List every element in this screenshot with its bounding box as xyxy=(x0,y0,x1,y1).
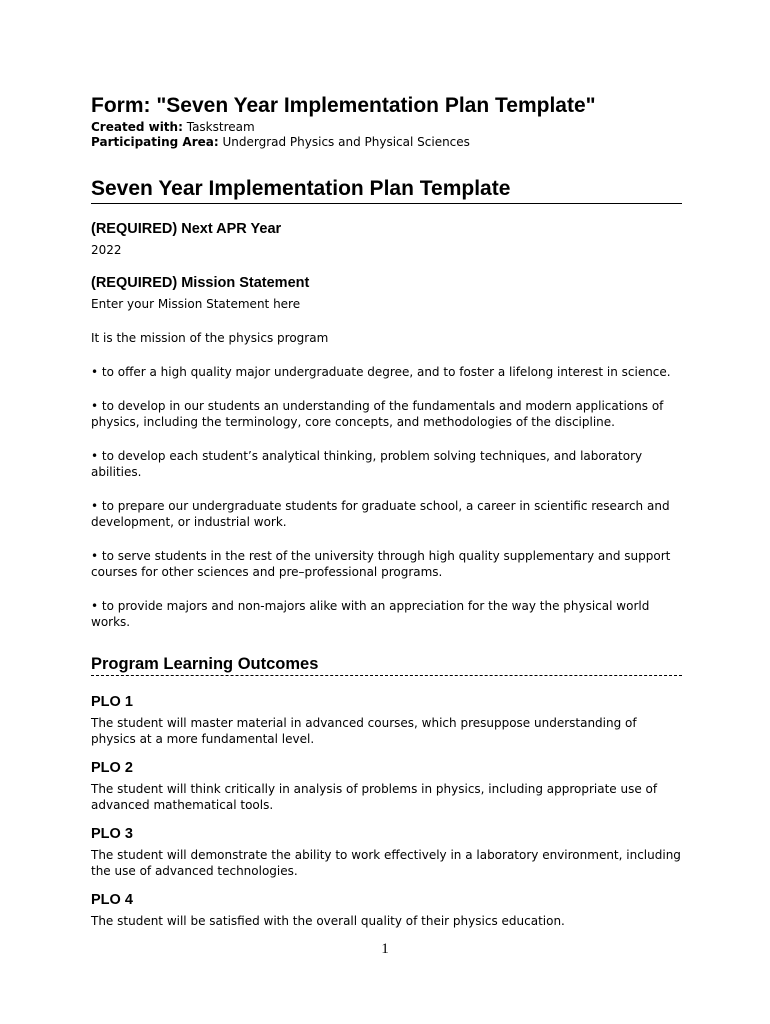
participating-area-value: Undergrad Physics and Physical Sciences xyxy=(222,135,470,149)
plo-description: The student will demonstrate the ability to work effectively in a laboratory environment, including the use of advanced technologies. xyxy=(91,848,681,878)
created-with-value: Taskstream xyxy=(186,120,255,134)
section-title: Seven Year Implementation Plan Template xyxy=(91,175,682,204)
plo-description: The student will think critically in analysis of problems in physics, including appropriate use of advanced mathematical tools. xyxy=(91,782,658,812)
page-number: 1 xyxy=(381,941,389,957)
form-title: Form: "Seven Year Implementation Plan Template" xyxy=(91,94,596,117)
created-with-line xyxy=(91,120,682,135)
mission-bullet: • to develop in our students an understanding of the fundamentals and modern applications of physics, including the terminology, core concepts, and methodologies of the discipline. xyxy=(91,399,664,429)
created-with-label: Created with: xyxy=(91,120,183,134)
mission-bullet: • to offer a high quality major undergraduate degree, and to foster a lifelong interest in science. xyxy=(91,365,671,379)
document-page xyxy=(91,92,682,929)
mission-bullet: • to serve students in the rest of the university through high quality supplementary and support courses for other sciences and pre–professional programs. xyxy=(91,549,671,579)
plo-title: PLO 3 xyxy=(91,826,133,842)
participating-area-label: Participating Area: xyxy=(91,135,219,149)
next-apr-label: (REQUIRED) Next APR Year xyxy=(91,221,282,237)
plo-description: The student will master material in advanced courses, which presuppose understanding of physics at a more fundamental level. xyxy=(91,716,637,746)
participating-area-line xyxy=(91,135,682,150)
plo-title: PLO 4 xyxy=(91,892,133,908)
plo-section-title: Program Learning Outcomes xyxy=(91,654,682,676)
plo-title: PLO 1 xyxy=(91,694,133,710)
mission-bullet: • to develop each student’s analytical thinking, problem solving techniques, and laboratory abilities. xyxy=(91,449,643,479)
plo-description: The student will be satisfied with the overall quality of their physics education. xyxy=(91,914,565,928)
plo-title: PLO 2 xyxy=(91,760,133,776)
mission-bullet: • to provide majors and non-majors alike with an appreciation for the way the physical world works. xyxy=(91,599,650,629)
mission-paragraph: It is the mission of the physics program xyxy=(91,331,329,345)
mission-bullet: • to prepare our undergraduate students for graduate school, a career in scientific research and development, or industrial work. xyxy=(91,499,670,529)
next-apr-value: 2022 xyxy=(91,243,122,257)
mission-label: (REQUIRED) Mission Statement xyxy=(91,275,310,291)
mission-prompt: Enter your Mission Statement here xyxy=(91,297,301,311)
